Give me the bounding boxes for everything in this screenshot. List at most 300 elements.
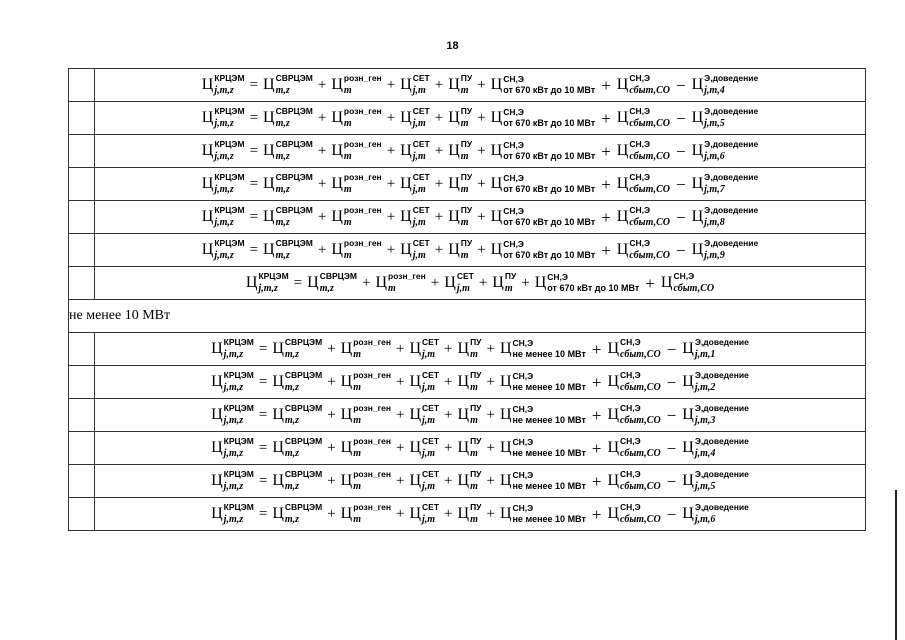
- term-supply: [607, 503, 660, 525]
- term-wholesale-price: [263, 107, 313, 129]
- operator: +: [521, 274, 530, 291]
- script-stack: [422, 437, 439, 459]
- subscript: m: [343, 84, 352, 96]
- price-symbol: Ц: [682, 340, 694, 357]
- subscript: m,z: [275, 150, 290, 162]
- price-symbol: Ц: [409, 439, 422, 456]
- adjustment-subscript-prefix: j,m,: [694, 513, 711, 525]
- term-grid: [400, 107, 430, 129]
- formula-cell: [95, 399, 866, 432]
- subscript: от 670 кВт до 10 МВт: [503, 217, 596, 228]
- term-wholesale-price: [307, 272, 357, 294]
- subscript: m: [343, 150, 352, 162]
- price-symbol: Ц: [331, 241, 343, 258]
- term-grid: [400, 206, 430, 228]
- subscript: m,z: [275, 216, 290, 228]
- superscript: Э,доведение: [704, 238, 759, 249]
- subscript: [695, 449, 749, 459]
- page-edge-line: [895, 490, 897, 640]
- term-adjustment: [692, 107, 759, 129]
- row-label-cell: [69, 432, 95, 465]
- price-formula: [246, 272, 714, 294]
- script-stack: [457, 272, 474, 294]
- term-grid: [400, 173, 430, 195]
- subscript: m: [460, 150, 469, 162]
- term-infra: [448, 74, 472, 96]
- formula-cell: [95, 333, 866, 366]
- superscript: СВРЦЭМ: [284, 403, 323, 414]
- subscript: m: [470, 414, 478, 426]
- script-stack: [620, 404, 661, 426]
- price-symbol: Ц: [400, 142, 412, 159]
- superscript: СЕТ: [412, 73, 430, 84]
- subscript: m,z: [275, 117, 290, 129]
- price-symbol: Ц: [616, 241, 629, 258]
- price-formula: [211, 503, 749, 525]
- price-symbol: Ц: [263, 175, 275, 192]
- superscript: КРЦЭМ: [258, 271, 289, 282]
- subscript: m: [460, 84, 469, 96]
- table-row: [69, 498, 866, 531]
- script-stack: [470, 437, 481, 459]
- superscript: розн_ген: [388, 271, 426, 282]
- superscript: СЕТ: [412, 238, 430, 249]
- superscript: СН,Э: [629, 139, 651, 150]
- operator: =: [258, 406, 268, 423]
- term-grid: [400, 239, 430, 261]
- superscript: СН,Э: [512, 502, 534, 513]
- term-retail-gen: [331, 173, 381, 195]
- subscript: m,z: [275, 183, 290, 195]
- term-adjustment: [692, 239, 759, 261]
- subscript: j,m: [412, 150, 426, 162]
- superscript: КРЦЭМ: [223, 436, 254, 447]
- superscript: ПУ: [460, 106, 473, 117]
- price-symbol: Ц: [331, 175, 343, 192]
- superscript: СН,Э: [512, 403, 534, 414]
- superscript: розн_ген: [343, 106, 382, 117]
- superscript: розн_ген: [343, 205, 382, 216]
- script-stack: [505, 272, 516, 294]
- subscript: j,m: [412, 183, 426, 195]
- operator: +: [486, 373, 495, 390]
- adjustment-index: 8: [719, 216, 725, 228]
- superscript: ПУ: [470, 502, 482, 513]
- price-symbol: Ц: [616, 142, 629, 159]
- superscript: СВРЦЭМ: [275, 106, 313, 117]
- script-stack: [620, 371, 661, 393]
- term-lhs: [211, 338, 254, 360]
- superscript: СН,Э: [503, 172, 524, 183]
- superscript: СН,Э: [547, 271, 568, 282]
- script-stack: [513, 372, 586, 393]
- term-lhs: [202, 107, 245, 129]
- term-infra: [448, 107, 472, 129]
- superscript: СН,Э: [673, 271, 695, 282]
- superscript: розн_ген: [343, 139, 382, 150]
- subscript: сбыт,СО: [620, 414, 661, 426]
- price-symbol: Ц: [340, 439, 353, 456]
- operator: +: [386, 109, 396, 126]
- adjustment-index: 9: [719, 249, 725, 261]
- price-symbol: Ц: [375, 274, 388, 291]
- operator: +: [486, 472, 495, 489]
- price-symbol: Ц: [340, 472, 353, 489]
- superscript: КРЦЭМ: [223, 337, 254, 348]
- subscript: m,z: [284, 447, 300, 459]
- price-symbol: Ц: [331, 76, 343, 93]
- price-formula: [202, 206, 758, 228]
- operator: +: [486, 505, 495, 522]
- subscript: m: [470, 513, 478, 525]
- script-stack: [629, 173, 670, 195]
- superscript: СЕТ: [422, 436, 440, 447]
- script-stack: [513, 339, 586, 360]
- script-stack: [695, 503, 749, 525]
- subscript: сбыт,СО: [629, 150, 670, 162]
- script-stack: [695, 371, 749, 393]
- term-infra: [458, 404, 482, 426]
- term-retail-gen: [341, 404, 391, 426]
- operator: +: [396, 439, 405, 456]
- term-adjustment: [682, 437, 749, 459]
- superscript: СЕТ: [422, 502, 440, 513]
- superscript: СН,Э: [620, 370, 641, 381]
- subscript: сбыт,СО: [629, 183, 670, 195]
- adjustment-index: 1: [710, 348, 716, 360]
- term-infra: [448, 173, 472, 195]
- script-stack: [214, 74, 244, 96]
- subscript: [704, 86, 758, 96]
- script-stack: [353, 470, 391, 492]
- price-formula: [211, 437, 749, 459]
- script-stack: [422, 404, 439, 426]
- superscript: Э,доведение: [704, 172, 759, 183]
- term-sales-allowance: [491, 174, 596, 195]
- script-stack: [629, 74, 670, 96]
- superscript: розн_ген: [353, 502, 391, 513]
- operator: +: [601, 240, 611, 260]
- superscript: СВРЦЭМ: [275, 73, 313, 84]
- subscript: [695, 515, 749, 525]
- operator: +: [386, 76, 396, 93]
- operator: +: [386, 142, 396, 159]
- superscript: Э,доведение: [704, 106, 759, 117]
- script-stack: [547, 273, 639, 294]
- script-stack: [224, 470, 254, 492]
- term-infra: [458, 437, 482, 459]
- script-stack: [344, 206, 382, 228]
- subscript: m: [470, 447, 478, 459]
- operator: +: [601, 75, 611, 95]
- superscript: СН,Э: [512, 370, 534, 381]
- script-stack: [276, 206, 313, 228]
- row-label-cell: [69, 135, 95, 168]
- price-symbol: Ц: [201, 175, 214, 192]
- formula-cell: [95, 234, 866, 267]
- script-stack: [276, 107, 313, 129]
- operator: +: [327, 406, 336, 423]
- adjustment-subscript-prefix: j,m,: [694, 447, 711, 459]
- operator: +: [396, 340, 405, 357]
- script-stack: [620, 503, 661, 525]
- superscript: КРЦЭМ: [214, 106, 245, 117]
- term-grid: [400, 74, 430, 96]
- price-symbol: Ц: [211, 373, 223, 390]
- term-sales-allowance: [500, 504, 586, 525]
- script-stack: [620, 437, 661, 459]
- price-formula: [211, 470, 749, 492]
- term-supply: [607, 371, 660, 393]
- operator: +: [444, 340, 453, 357]
- operator: =: [249, 76, 259, 93]
- table-row: [69, 267, 866, 300]
- subscript: от 670 кВт до 10 МВт: [503, 85, 596, 96]
- superscript: ПУ: [460, 205, 473, 216]
- price-symbol: Ц: [490, 109, 503, 126]
- script-stack: [353, 437, 391, 459]
- subscript: [704, 251, 758, 261]
- script-stack: [513, 471, 586, 492]
- superscript: СН,Э: [629, 172, 651, 183]
- subscript: [704, 119, 758, 129]
- superscript: СВРЦЭМ: [275, 205, 313, 216]
- price-symbol: Ц: [660, 274, 673, 291]
- term-sales-allowance: [535, 273, 640, 294]
- price-symbol: Ц: [616, 208, 629, 225]
- script-stack: [470, 371, 481, 393]
- superscript: СЕТ: [422, 403, 440, 414]
- term-adjustment: [692, 206, 759, 228]
- operator: +: [591, 339, 602, 359]
- term-supply: [607, 437, 660, 459]
- subscript: m,z: [284, 513, 300, 525]
- operator: +: [317, 142, 327, 159]
- operator: +: [317, 109, 327, 126]
- term-wholesale-price: [272, 338, 322, 360]
- term-adjustment: [682, 470, 749, 492]
- price-symbol: Ц: [245, 274, 258, 291]
- price-symbol: Ц: [616, 175, 629, 192]
- subscript: m: [388, 282, 396, 294]
- operator: −: [666, 504, 677, 524]
- term-lhs: [202, 239, 245, 261]
- script-stack: [704, 206, 758, 228]
- script-stack: [214, 107, 244, 129]
- superscript: СН,Э: [620, 337, 641, 348]
- term-lhs: [211, 437, 254, 459]
- term-grid: [400, 140, 430, 162]
- superscript: ПУ: [470, 337, 482, 348]
- price-symbol: Ц: [448, 175, 460, 192]
- operator: −: [666, 471, 677, 491]
- operator: −: [676, 108, 686, 128]
- price-symbol: Ц: [616, 109, 629, 126]
- price-formula: [211, 371, 749, 393]
- price-symbol: Ц: [331, 109, 343, 126]
- operator: +: [396, 406, 405, 423]
- price-symbol: Ц: [607, 439, 620, 456]
- formula-cell: [95, 135, 866, 168]
- superscript: КРЦЭМ: [214, 172, 245, 183]
- formula-cell: [95, 69, 866, 102]
- superscript: розн_ген: [343, 172, 382, 183]
- script-stack: [224, 503, 254, 525]
- price-symbol: Ц: [682, 406, 694, 423]
- price-symbol: Ц: [607, 505, 620, 522]
- subscript: j,m,z: [214, 216, 234, 228]
- price-symbol: Ц: [307, 274, 319, 291]
- script-stack: [704, 239, 758, 261]
- operator: +: [434, 208, 444, 225]
- term-infra: [448, 140, 472, 162]
- superscript: ПУ: [470, 370, 482, 381]
- superscript: Э,доведение: [704, 205, 759, 216]
- term-sales-allowance: [491, 141, 596, 162]
- formula-cell: [95, 201, 866, 234]
- adjustment-index: 5: [710, 480, 716, 492]
- term-wholesale-price: [263, 206, 313, 228]
- subscript: j,m: [412, 84, 426, 96]
- operator: +: [591, 405, 602, 425]
- superscript: СН,Э: [629, 106, 651, 117]
- operator: +: [396, 505, 405, 522]
- subscript: j,m: [422, 348, 436, 360]
- script-stack: [344, 107, 382, 129]
- subscript: от 670 кВт до 10 МВт: [503, 151, 596, 162]
- table-row: [69, 201, 866, 234]
- script-stack: [413, 173, 430, 195]
- subscript: от 670 кВт до 10 МВт: [503, 250, 596, 261]
- script-stack: [704, 107, 758, 129]
- price-symbol: Ц: [492, 274, 504, 291]
- superscript: СЕТ: [412, 205, 430, 216]
- operator: =: [249, 241, 259, 258]
- operator: +: [327, 505, 336, 522]
- superscript: ПУ: [470, 469, 482, 480]
- price-symbol: Ц: [499, 439, 512, 456]
- term-grid: [409, 404, 439, 426]
- script-stack: [320, 272, 357, 294]
- superscript: СН,Э: [629, 238, 651, 249]
- superscript: СВРЦЭМ: [284, 436, 323, 447]
- subscript: m: [504, 282, 513, 294]
- script-stack: [214, 173, 244, 195]
- operator: +: [477, 241, 486, 258]
- adjustment-index: 3: [710, 414, 716, 426]
- script-stack: [258, 272, 288, 294]
- term-supply: [607, 338, 660, 360]
- operator: +: [386, 241, 396, 258]
- table-row: [69, 465, 866, 498]
- operator: =: [258, 439, 268, 456]
- operator: +: [434, 76, 444, 93]
- operator: =: [258, 340, 268, 357]
- superscript: КРЦЭМ: [214, 139, 245, 150]
- script-stack: [422, 371, 439, 393]
- subscript: m: [343, 117, 352, 129]
- subscript: j,m: [412, 117, 426, 129]
- adjustment-subscript-prefix: j,m,: [694, 414, 711, 426]
- term-retail-gen: [331, 239, 381, 261]
- term-infra: [458, 470, 482, 492]
- price-symbol: Ц: [499, 406, 512, 423]
- subscript: m,z: [284, 348, 300, 360]
- operator: +: [317, 76, 327, 93]
- term-sales-allowance: [491, 207, 596, 228]
- term-infra: [492, 272, 516, 294]
- script-stack: [344, 140, 382, 162]
- operator: +: [477, 175, 486, 192]
- subscript: не менее 10 МВт: [512, 349, 586, 360]
- row-label-cell: [69, 201, 95, 234]
- script-stack: [470, 503, 481, 525]
- adjustment-subscript-prefix: j,m,: [694, 381, 711, 393]
- subscript: j,m,z: [214, 249, 234, 261]
- operator: +: [486, 439, 495, 456]
- operator: +: [444, 472, 453, 489]
- formula-cell: [95, 498, 866, 531]
- term-sales-allowance: [500, 372, 586, 393]
- superscript: СВРЦЭМ: [284, 502, 323, 513]
- table-row: [69, 234, 866, 267]
- subscript: j,m: [412, 216, 426, 228]
- subscript: сбыт,СО: [620, 348, 661, 360]
- formula-cell: [95, 102, 866, 135]
- script-stack: [620, 470, 661, 492]
- price-symbol: Ц: [272, 472, 284, 489]
- price-symbol: Ц: [682, 439, 694, 456]
- price-symbol: Ц: [448, 241, 460, 258]
- table-row: [69, 399, 866, 432]
- price-symbol: Ц: [607, 406, 620, 423]
- superscript: СВРЦЭМ: [275, 238, 313, 249]
- script-stack: [353, 503, 391, 525]
- price-symbol: Ц: [448, 142, 460, 159]
- price-symbol: Ц: [400, 208, 412, 225]
- term-infra: [448, 206, 472, 228]
- term-sales-allowance: [491, 240, 596, 261]
- superscript: Э,доведение: [704, 73, 759, 84]
- term-wholesale-price: [272, 437, 322, 459]
- price-symbol: Ц: [607, 340, 620, 357]
- subscript: от 670 кВт до 10 МВт: [547, 283, 640, 294]
- price-symbol: Ц: [682, 472, 694, 489]
- term-adjustment: [682, 503, 749, 525]
- operator: −: [676, 75, 686, 95]
- price-symbol: Ц: [691, 208, 704, 225]
- price-symbol: Ц: [409, 340, 422, 357]
- operator: +: [386, 175, 396, 192]
- price-symbol: Ц: [340, 406, 353, 423]
- subscript: j,m: [456, 282, 470, 294]
- term-supply: [617, 107, 670, 129]
- price-symbol: Ц: [691, 241, 704, 258]
- subscript: j,m: [422, 414, 436, 426]
- operator: =: [249, 208, 259, 225]
- subscript: m,z: [275, 249, 290, 261]
- adjustment-subscript-prefix: j,m,: [694, 348, 711, 360]
- subscript: не менее 10 МВт: [512, 382, 586, 393]
- table-row: [69, 333, 866, 366]
- superscript: Э,доведение: [694, 403, 749, 414]
- price-symbol: Ц: [340, 373, 353, 390]
- subscript: m,z: [275, 84, 290, 96]
- operator: +: [317, 208, 327, 225]
- script-stack: [285, 371, 322, 393]
- price-symbol: Ц: [448, 208, 460, 225]
- subscript: [704, 152, 758, 162]
